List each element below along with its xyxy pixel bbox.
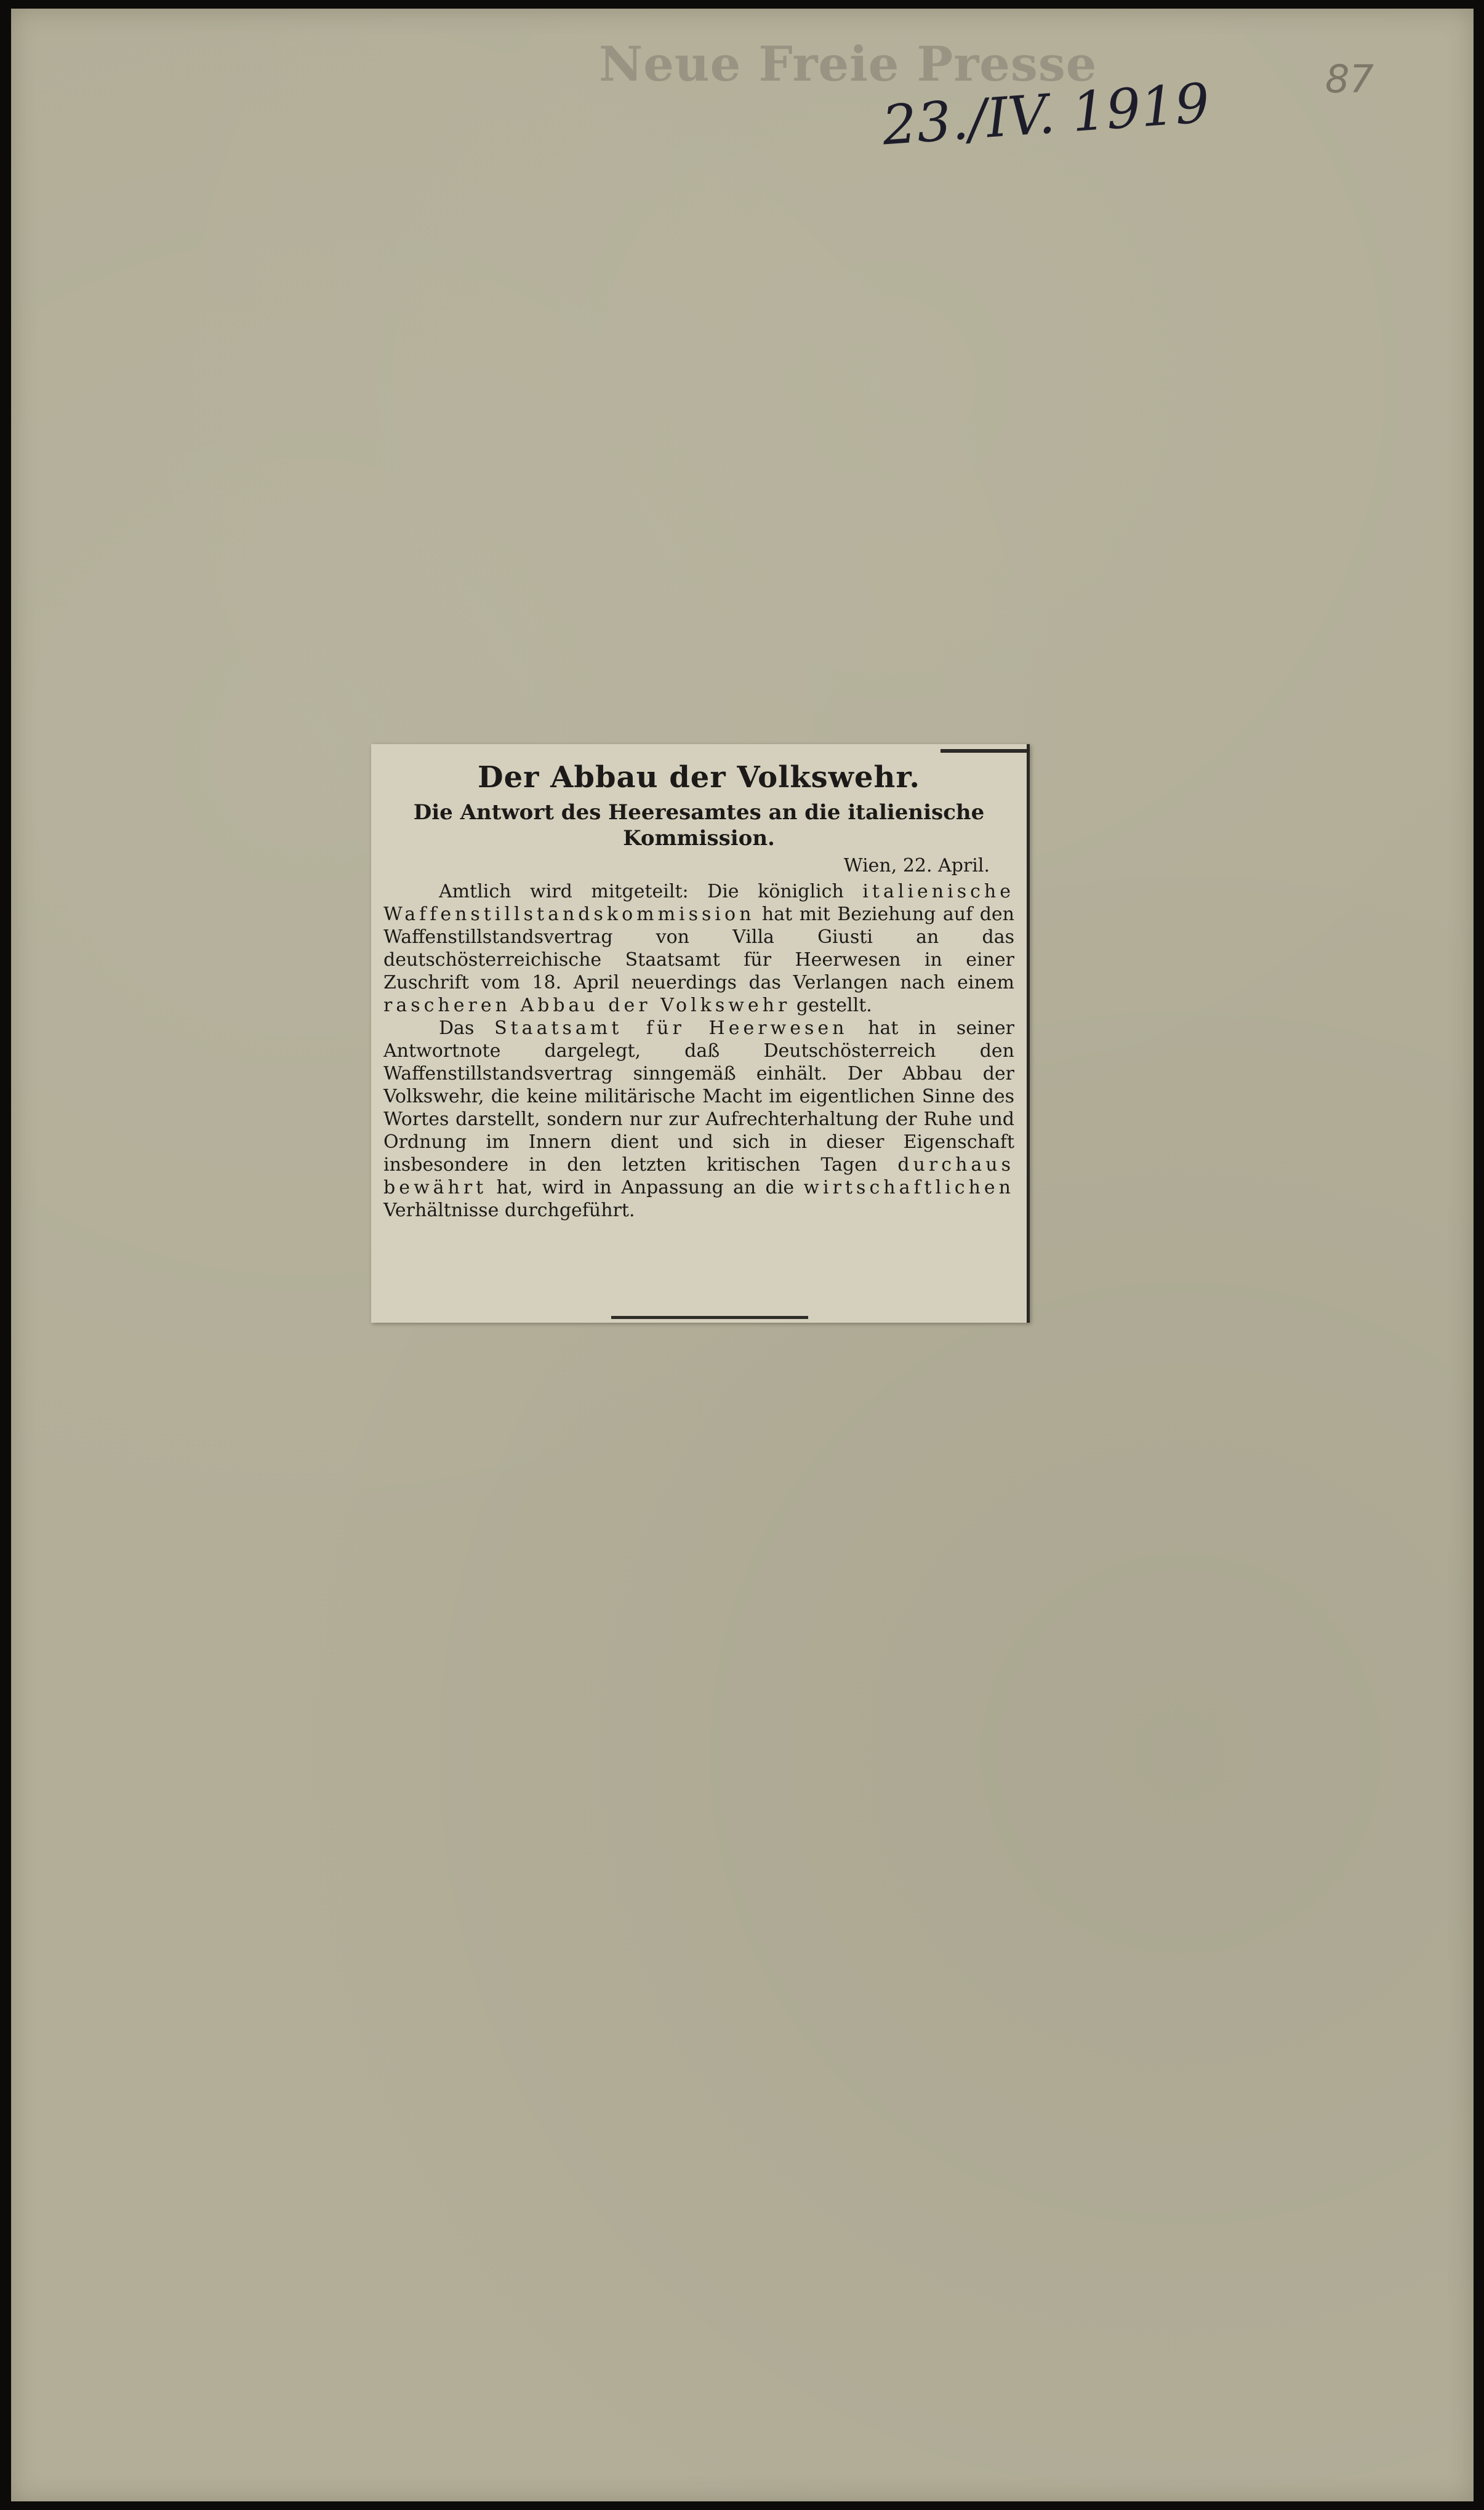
handwritten-date: 23./IV. 1919	[880, 71, 1212, 158]
article-headline: Der Abbau der Volkswehr.	[477, 760, 921, 795]
text-run: hat in seiner Antwortnote dargelegt, daß Deutschösterreich den Waffenstillstandsvertrag sinngemäß einhält. Der Abbau der Volkswehr, die keine militärische Macht im eigentlichen Sinne des Wortes darstellt, sondern nur zur Aufrechterhaltung der Ruhe und Ordnung im Innern dient und sich in dieser Eigenschaft insbesondere in den letzten kritischen Tagen	[383, 1017, 1014, 1176]
text-run: hat mit Beziehung auf den Waffenstillstandsvertrag von Villa Giusti an das deutschösterreichische Staatsamt für Heerwesen in einer Zuschrift vom 18. April neuerdings das Verlangen nach einem	[383, 904, 1014, 993]
clipping-bottom-rule	[611, 1316, 808, 1319]
archive-sheet	[11, 9, 1474, 2501]
clipping-edge-mark	[941, 749, 1027, 753]
text-run-spaced: rascheren Abbau der Volkswehr	[383, 995, 791, 1016]
text-run: Amtlich wird mitgeteilt: Die königlich	[439, 881, 863, 902]
newspaper-clipping	[371, 744, 1030, 1323]
text-run: Das	[439, 1017, 495, 1039]
text-run: gestellt.	[790, 995, 872, 1016]
article-paragraph-1	[383, 880, 1014, 1017]
text-run-spaced: durchaus bewährt	[383, 1154, 1014, 1198]
newspaper-stamp: Neue Freie Presse	[599, 36, 1097, 92]
article-dateline: Wien, 22. April.	[843, 855, 990, 876]
text-run: Verhältnisse durchgeführt.	[383, 1200, 635, 1221]
article-paragraph-2	[383, 1017, 1014, 1222]
folio-number: 87	[1325, 57, 1374, 102]
text-run-spaced: Staatsamt für Heerwesen	[494, 1017, 848, 1039]
text-run: hat, wird in Anpassung an die	[487, 1177, 804, 1198]
article-subheadline: Die Antwort des Heeresamtes an die italienische Kommission.	[413, 800, 985, 851]
text-run-spaced: italienische Waffenstillstandskommission	[383, 881, 1014, 925]
text-run-spaced: wirtschaftlichen	[803, 1177, 1014, 1198]
